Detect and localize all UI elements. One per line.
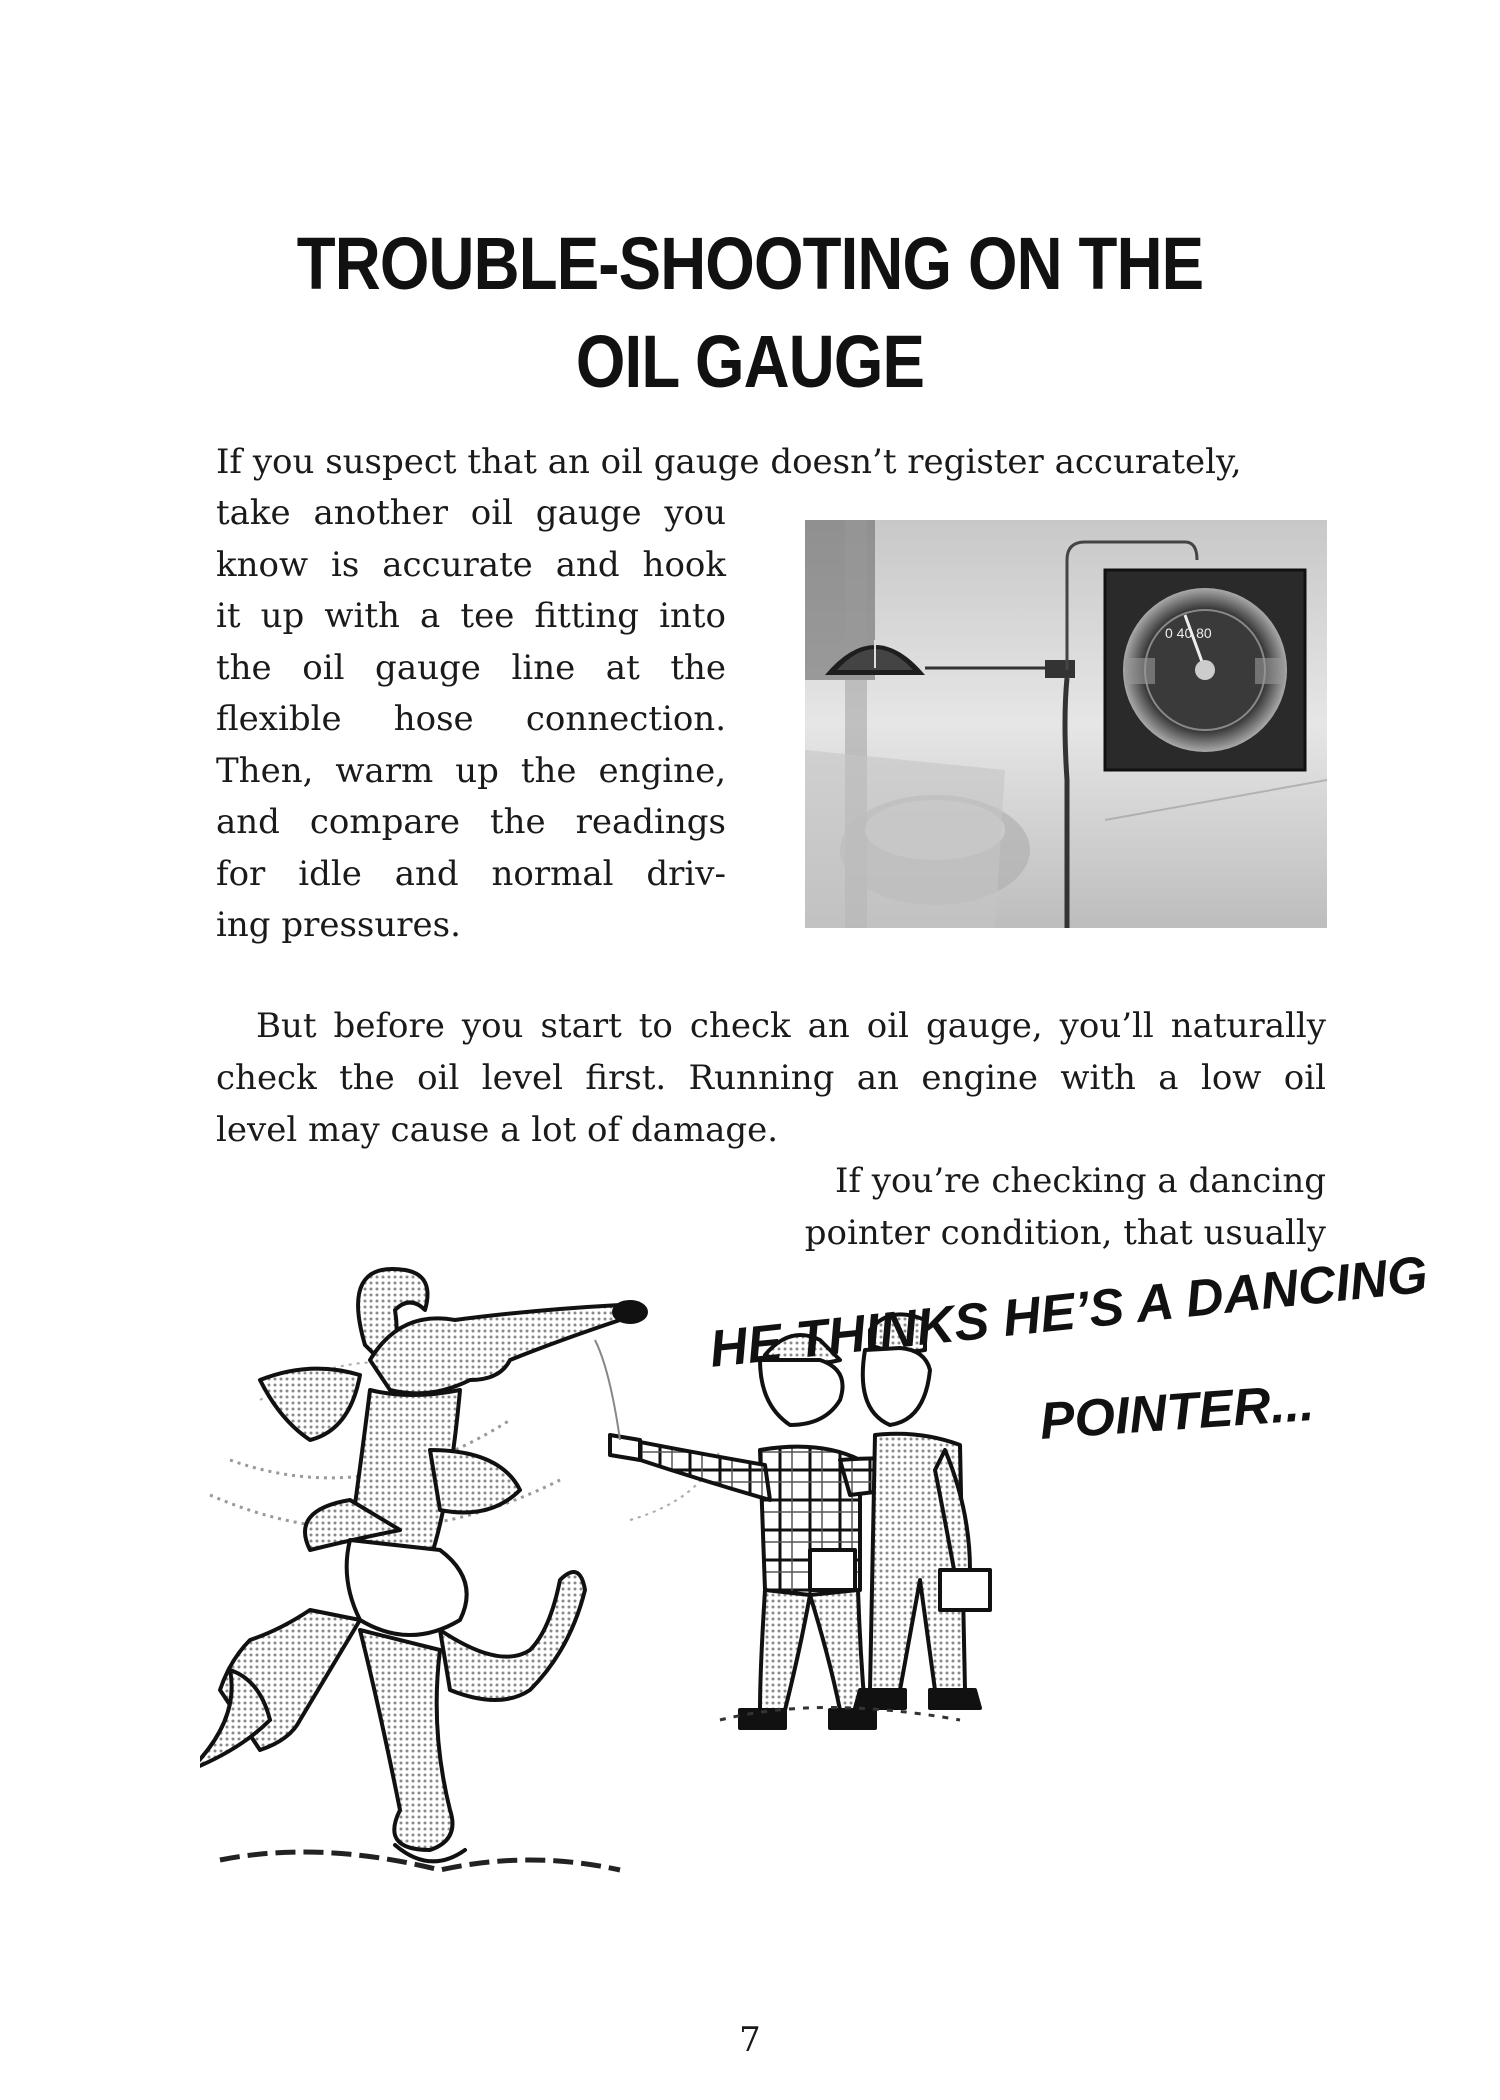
paragraph-1-first-line: If you suspect that an oil gauge doesn’t register accurately, [216,442,1242,482]
paragraph-1-line: for idle and normal driv- [216,853,726,894]
paragraph-2 [216,1000,1326,1156]
cartoon-caption [700,1245,1431,1460]
title-line-2: OIL GAUGE [575,320,925,403]
page-number: 7 [739,2020,761,2060]
oil-gauge-photo [805,520,1327,928]
paragraph-2-line: check the oil level first. Running an engine with a low oil [216,1058,1326,1098]
gauge-dial-numbers: 0 40 80 [1165,625,1212,641]
paragraph-1-line: flexible hose connection. [216,699,726,739]
paragraph-1-line: know is accurate and hook [216,544,726,585]
paragraph-2-line: level may cause a lot of damage. [216,1110,779,1150]
paragraph-2-line: But before you start to check an oil gauge, you’ll naturally [256,1006,1326,1046]
page-title [277,215,1223,411]
title-line-1: TROUBLE-SHOOTING ON THE [296,222,1204,305]
paragraph-1-line: the oil gauge line at the [216,647,726,688]
caption-line-2: POINTER... [1037,1373,1316,1451]
paragraph-1-line: it up with a tee fitting into [216,596,726,636]
paragraph-3 [760,1155,1326,1259]
paragraph-1-column [216,488,726,952]
paragraph-3-line: If you’re checking a dancing [834,1161,1326,1201]
caption-line-1: HE THINKS HE’S A DANCING [706,1245,1431,1379]
paragraph-1-line: Then, warm up the engine, [216,750,726,791]
paragraph-1-line: ing pressures. [216,905,461,945]
paragraph-1-line: and compare the readings [216,802,726,842]
paragraph-1-line: take another oil gauge you [216,493,726,533]
paragraph-3-line: pointer condition, that usually [804,1213,1326,1253]
